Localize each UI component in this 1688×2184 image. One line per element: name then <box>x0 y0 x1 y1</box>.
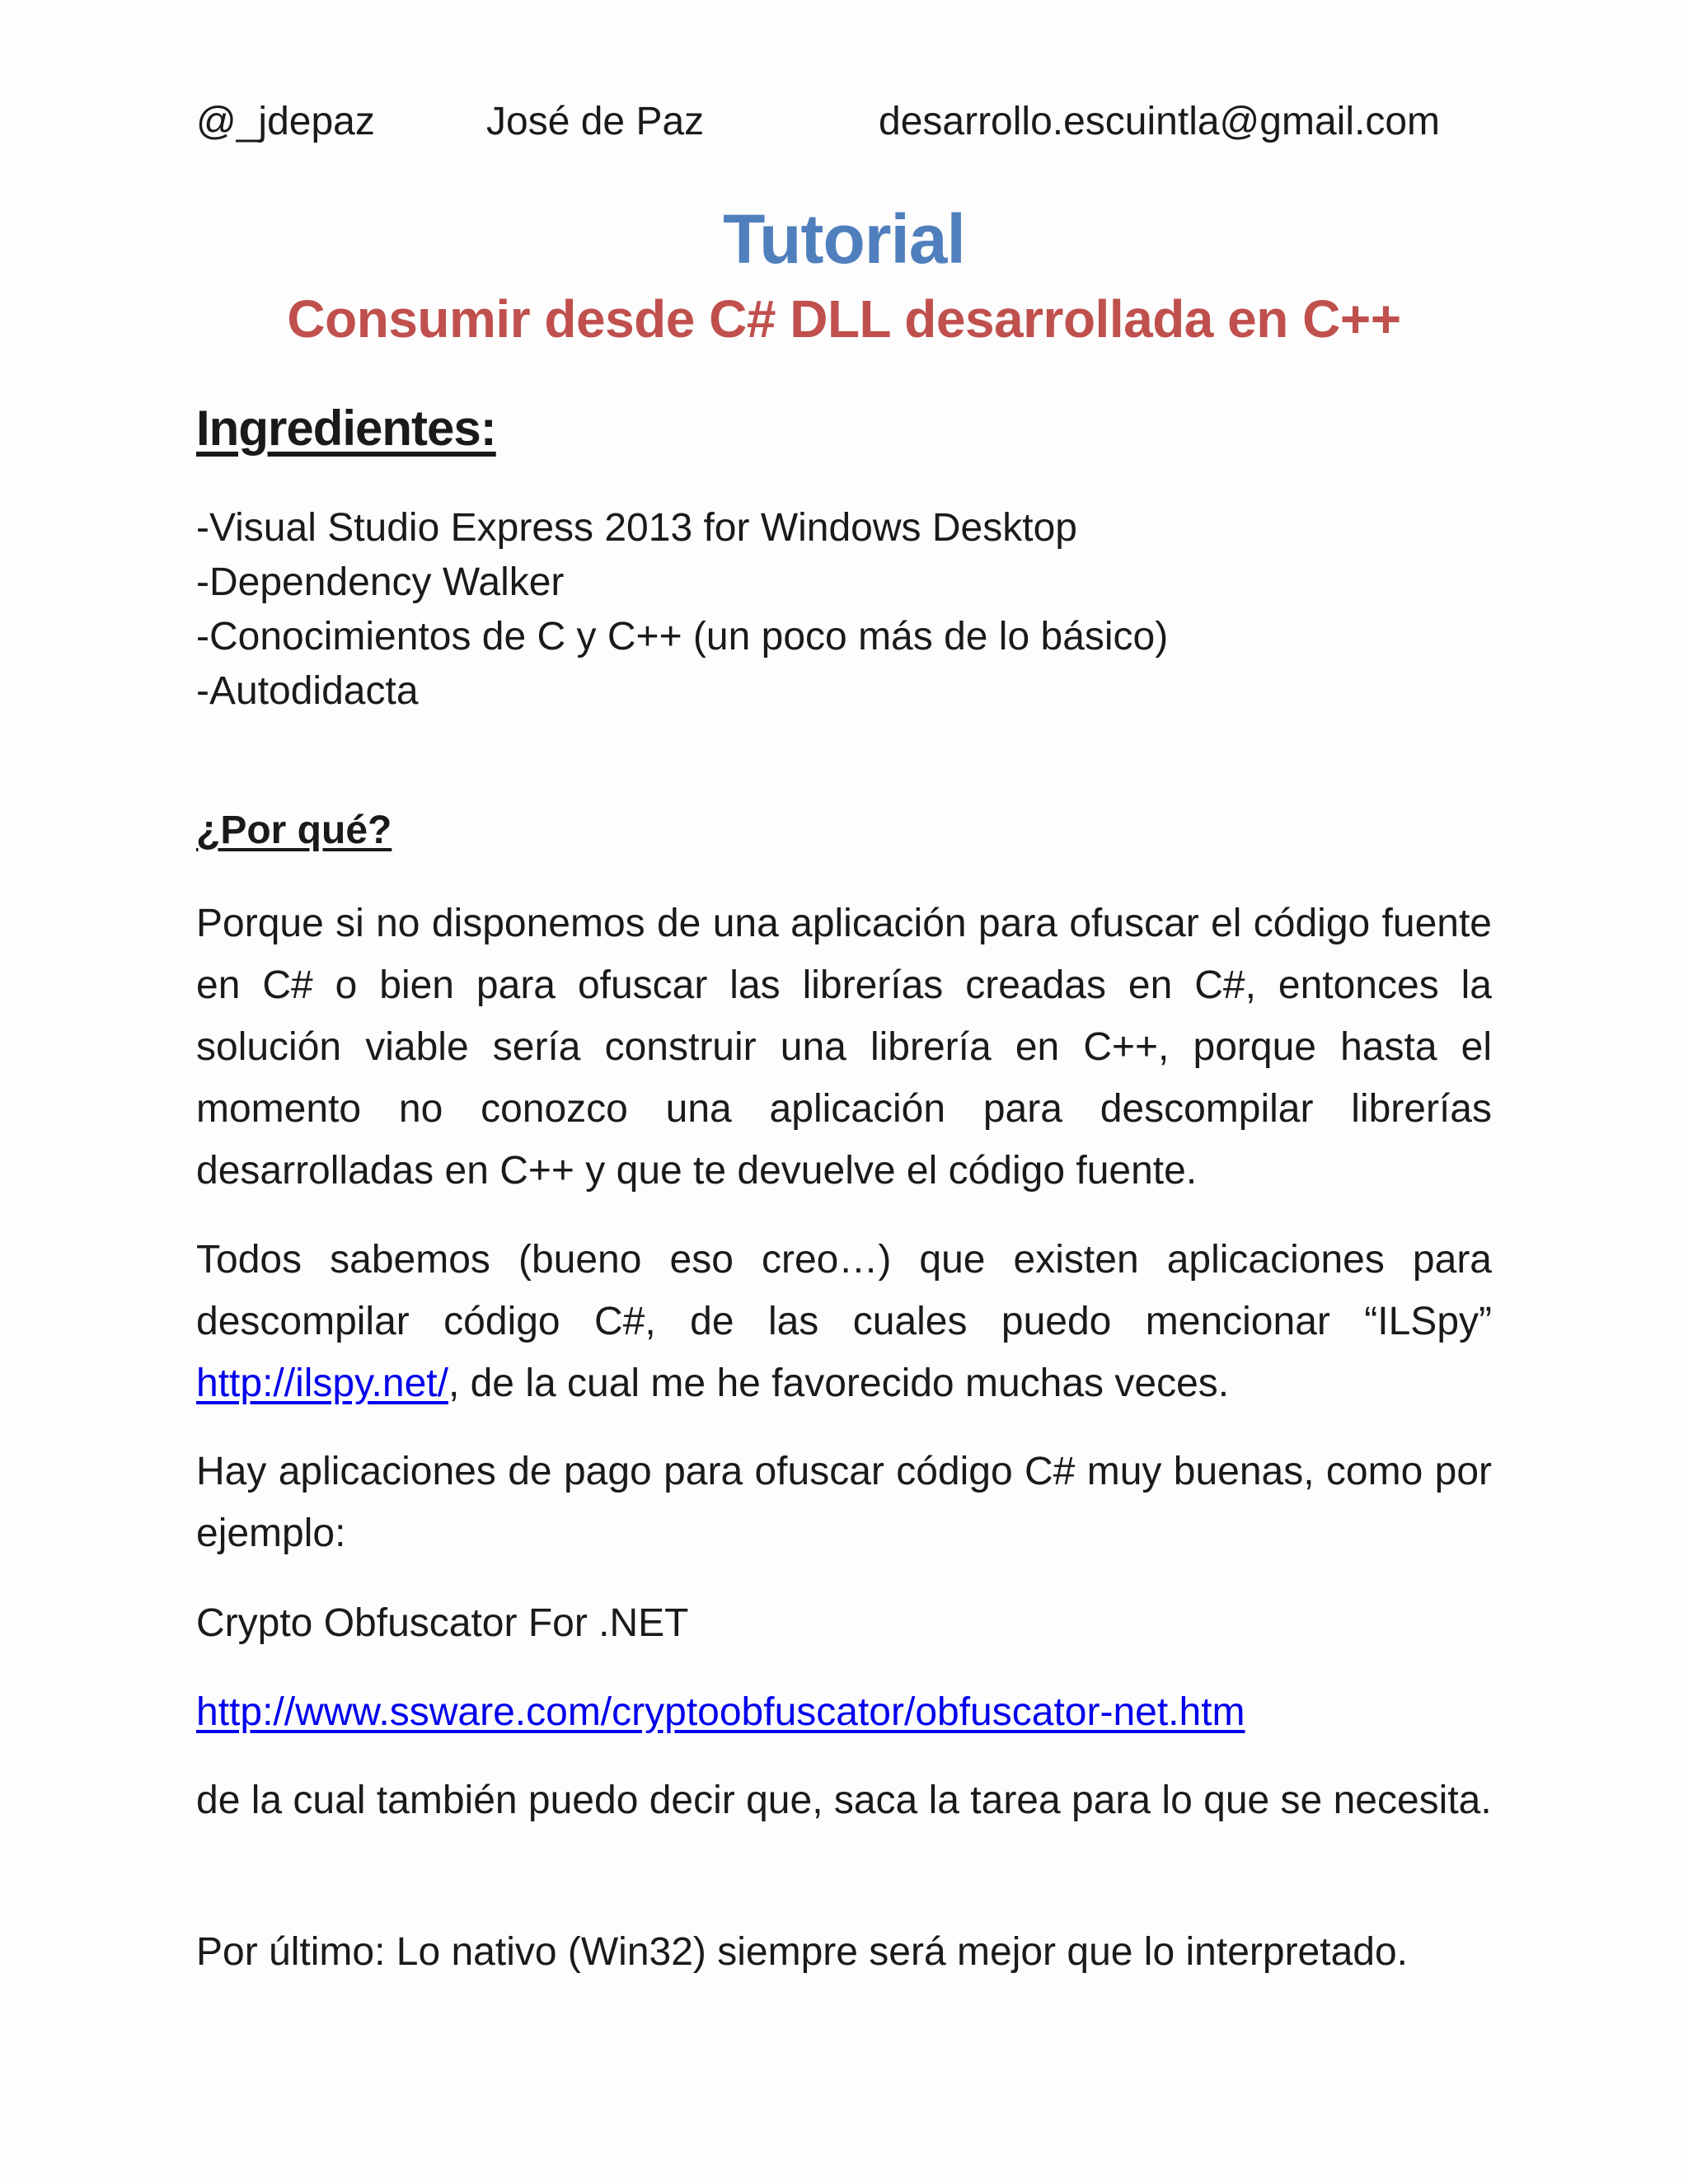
list-item: -Dependency Walker <box>196 560 565 604</box>
list-item: -Conocimientos de C y C++ (un poco más de lo básico) <box>196 615 1169 658</box>
ingredients-list <box>196 501 1168 719</box>
paragraph-paid-apps: Hay aplicaciones de pago para ofuscar código C# muy buenas, como por ejemplo: <box>196 1450 1492 1555</box>
list-item: -Autodidacta <box>196 669 419 713</box>
page-header <box>196 99 1492 148</box>
product-link-line <box>196 1681 1492 1743</box>
paragraph-ilspy-tail: , de la cual me he favorecido muchas veces. <box>448 1361 1230 1405</box>
document-subtitle: Consumir desde C# DLL desarrollada en C++ <box>287 289 1401 349</box>
author-handle: @_jdepaz <box>196 100 375 143</box>
paragraph-review: de la cual también puedo decir que, saca la tarea para lo que se necesita. <box>196 1779 1492 1822</box>
why-heading: ¿Por qué? <box>196 808 392 852</box>
paragraph-conclusion: Por último: Lo nativo (Win32) siempre será mejor que lo interpretado. <box>196 1930 1408 1974</box>
ingredients-heading: Ingredientes: <box>196 401 496 456</box>
author-name: José de Paz <box>486 100 705 143</box>
paragraph-why: Porque si no disponemos de una aplicación para ofuscar el código fuente en C# o bien para ofuscar las librerías creadas en C#, entonces la solución viable sería construir una librería en C++, porque hasta el momento no conozco una aplicación para descompilar librerías desarrolladas en C++ y que te devuelve el código fuente. <box>196 902 1492 1193</box>
crypto-obfuscator-link[interactable]: http://www.ssware.com/cryptoobfuscator/obfuscator-net.htm <box>196 1690 1245 1734</box>
paragraph-ilspy-text: Todos sabemos (bueno eso creo…) que existen aplicaciones para descompilar código C#, de las cuales puedo mencionar “ILSpy” <box>196 1238 1492 1343</box>
author-email: desarrollo.escuintla@gmail.com <box>879 100 1440 143</box>
list-item: -Visual Studio Express 2013 for Windows Desktop <box>196 506 1077 550</box>
document-title: Tutorial <box>723 200 965 278</box>
product-name: Crypto Obfuscator For .NET <box>196 1601 689 1645</box>
ilspy-link[interactable]: http://ilspy.net/ <box>196 1361 448 1405</box>
paragraph-ilspy <box>196 1229 1492 1414</box>
